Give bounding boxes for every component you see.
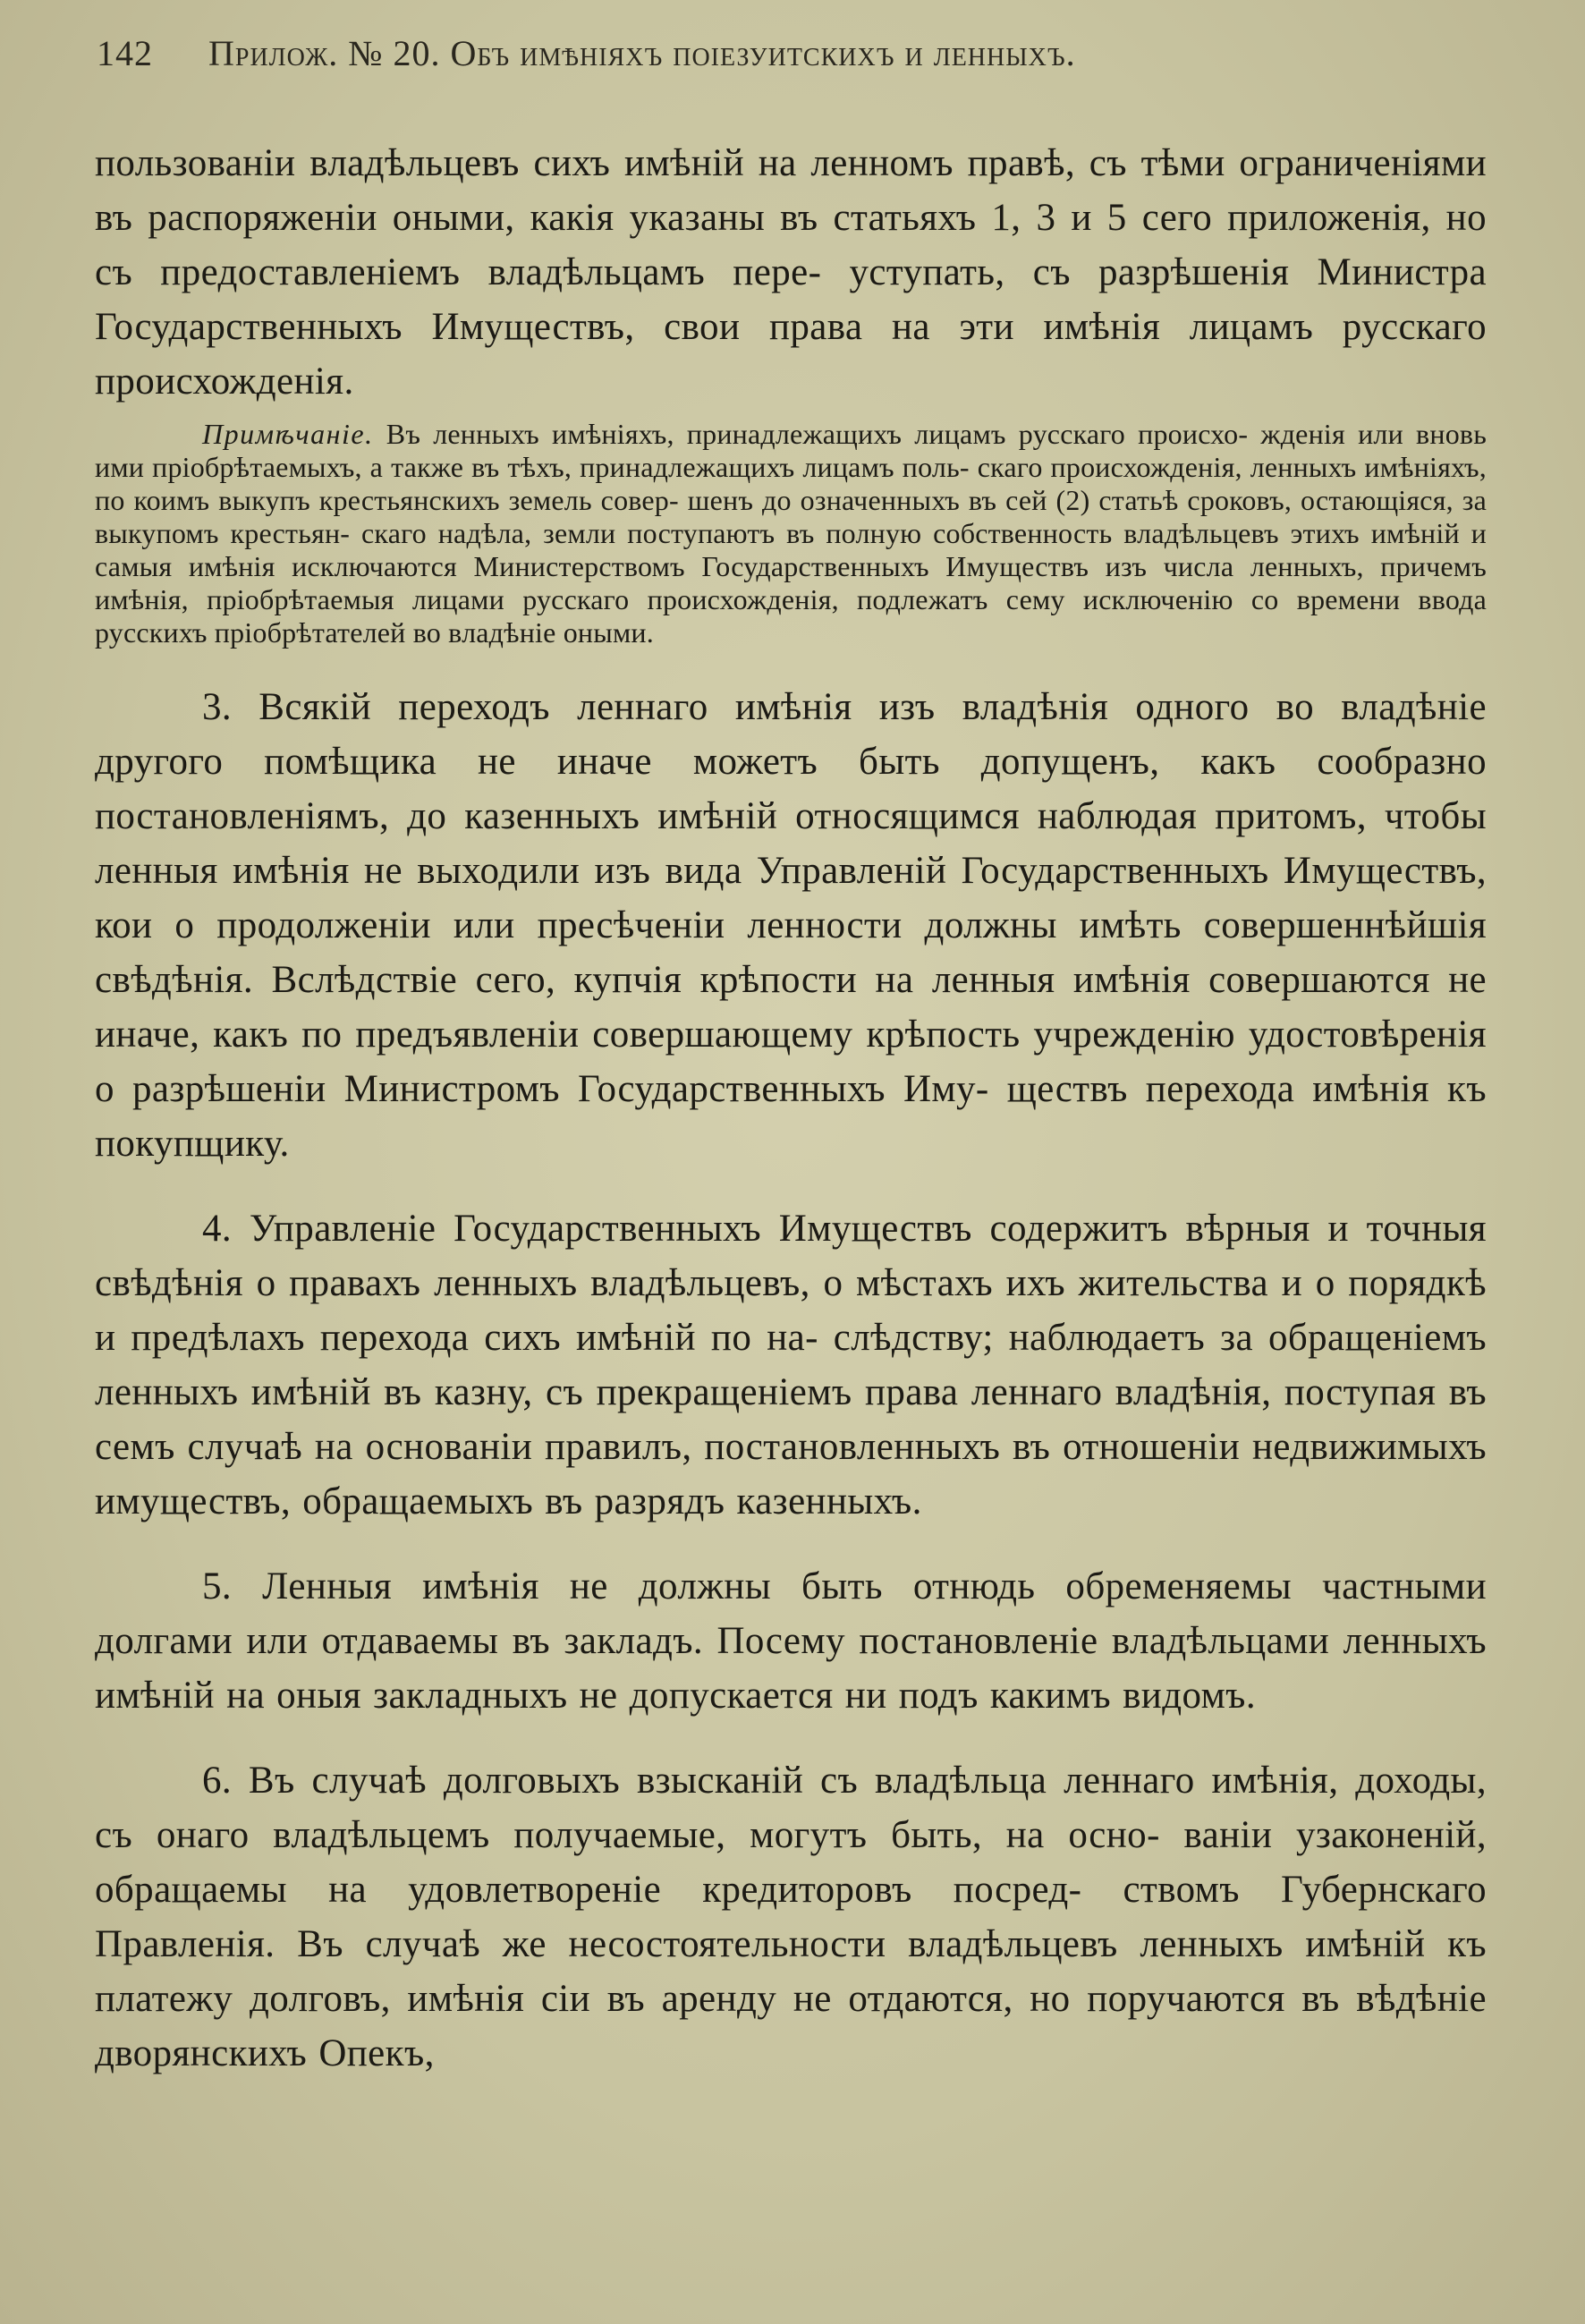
opening-paragraph: пользованіи владѣльцевъ сихъ имѣній на ленномъ правѣ, съ тѣми ограниченіями въ распоряженіи оными, какія указаны въ статьяхъ 1, 3 и 5 сего приложенія, но съ предоставленіемъ владѣльцамъ пере- уступать, съ разрѣшенія Министра Государственныхъ Имуществъ, свои права на эти имѣнія лицамъ русскаго происхожденія. xyxy=(95,142,1487,403)
article-6: 6. Въ случаѣ долговыхъ взысканій съ владѣльца леннаго имѣнія, доходы, съ онаго владѣльцемъ получаемые, могутъ быть, на осно- ваніи узаконеній, обращаемы на удовлетвореніе кредиторовъ посред- ствомъ Губернскаго Правленія. Въ случаѣ же несостоятельности владѣльцевъ ленныхъ имѣній къ платежу долговъ, имѣнія сіи въ аренду не отдаются, но поручаются въ вѣдѣніе дворянскихъ Опекъ, xyxy=(95,1760,1487,2074)
article-5: 5. Ленныя имѣнія не должны быть отнюдь обременяемы частными долгами или отдаваемы въ закладъ. Посему постановленіе владѣльцами ленныхъ имѣній на оныя закладныхъ не допускается ни подъ какимъ видомъ. xyxy=(95,1565,1487,1717)
page-number: 142 xyxy=(97,33,153,73)
header-title: Прилож. № 20. Объ имѣніяхъ поiезуитскихъ и ленныхъ. xyxy=(208,33,1076,73)
article-4: 4. Управленіе Государственныхъ Имуществъ содержитъ вѣрныя и точныя свѣдѣнія о правахъ ленныхъ владѣльцевъ, о мѣстахъ ихъ жительства и о порядкѣ и предѣлахъ перехода сихъ имѣній по на- слѣдству; наблюдаетъ за обращеніемъ ленныхъ имѣній въ казну, съ прекращеніемъ права леннаго владѣнія, поступая въ семъ случаѣ на основаніи правилъ, постановленныхъ въ отношеніи недвижимыхъ имуществъ, обращаемыхъ въ разрядъ казенныхъ. xyxy=(95,1208,1487,1522)
body-text xyxy=(95,136,1487,2081)
running-header xyxy=(97,32,1367,86)
note xyxy=(95,418,1487,649)
note-label: Примѣчаніе. xyxy=(202,418,374,450)
note-text: Въ ленныхъ имѣніяхъ, принадлежащихъ лицамъ русскаго происхо- жденія или вновь ими пріобрѣтаемыхъ, а также въ тѣхъ, принадлежащихъ лицамъ поль- скаго происхожденія, ленныхъ имѣніяхъ, по коимъ выкупъ крестьянскихъ земель совер- шенъ до означенныхъ въ сей (2) статьѣ сроковъ, остающіяся, за выкупомъ крестьян- скаго надѣла, земли поступаютъ въ полную собственность владѣльцевъ этихъ имѣній и самыя имѣнія исключаются Министерствомъ Государственныхъ Имуществъ изъ числа ленныхъ, причемъ имѣнія, пріобрѣтаемыя лицами русскаго происхожденія, подлежатъ сему исключенію со времени ввода русскихъ пріобрѣтателей во владѣніе оными. xyxy=(95,418,1487,649)
article-3: 3. Всякій переходъ леннаго имѣнія изъ владѣнія одного во владѣніе другого помѣщика не иначе можетъ быть допущенъ, какъ сообразно постановленіямъ, до казенныхъ имѣній относящимся наблюдая притомъ, чтобы ленныя имѣнія не выходили изъ вида Управленій Государственныхъ Имуществъ, кои о продолженіи или пресѣченіи ленности должны имѣть совершеннѣйшія свѣдѣнія. Вслѣдствіе сего, купчія крѣпости на ленныя имѣнія совершаются не иначе, какъ по предъявленіи совершающему крѣпость учрежденію удостовѣренія о разрѣшеніи Министромъ Государственныхъ Иму- ществъ перехода имѣнія къ покупщику. xyxy=(95,686,1487,1165)
